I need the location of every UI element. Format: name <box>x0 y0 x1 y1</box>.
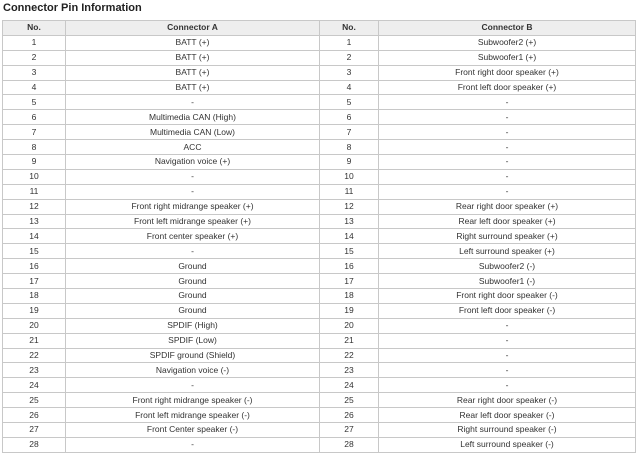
header-row <box>3 21 636 36</box>
pin-function-b: Subwoofer1 (-) <box>379 274 636 289</box>
pin-number-b: 22 <box>320 348 379 363</box>
pin-number-a: 18 <box>3 289 66 304</box>
pin-function-a: Ground <box>66 259 320 274</box>
pin-number-b: 1 <box>320 35 379 50</box>
table-row <box>3 333 636 348</box>
pin-function-b: - <box>379 333 636 348</box>
pin-number-b: 7 <box>320 125 379 140</box>
header-no-b: No. <box>320 21 379 36</box>
pin-number-b: 8 <box>320 140 379 155</box>
pin-number-a: 2 <box>3 50 66 65</box>
header-connector-a: Connector A <box>66 21 320 36</box>
header-connector-b: Connector B <box>379 21 636 36</box>
pin-function-b: Front right door speaker (-) <box>379 289 636 304</box>
pin-function-b: - <box>379 95 636 110</box>
pin-function-a: Front center speaker (+) <box>66 229 320 244</box>
table-row <box>3 65 636 80</box>
pin-function-a: SPDIF (Low) <box>66 333 320 348</box>
pin-function-a: Multimedia CAN (Low) <box>66 125 320 140</box>
table-row <box>3 318 636 333</box>
pin-function-b: Rear right door speaker (-) <box>379 393 636 408</box>
pin-function-b: Front left door speaker (+) <box>379 80 636 95</box>
pin-function-a: - <box>66 169 320 184</box>
pin-function-a: Front Center speaker (-) <box>66 423 320 438</box>
pin-number-b: 28 <box>320 437 379 452</box>
pin-function-a: Front left midrange speaker (-) <box>66 408 320 423</box>
pin-function-b: - <box>379 140 636 155</box>
pin-number-b: 15 <box>320 244 379 259</box>
pin-function-a: Ground <box>66 289 320 304</box>
pin-function-a: SPDIF (High) <box>66 318 320 333</box>
table-row <box>3 378 636 393</box>
table-row <box>3 348 636 363</box>
page-title: Connector Pin Information <box>3 2 142 14</box>
pin-number-b: 24 <box>320 378 379 393</box>
pin-function-a: BATT (+) <box>66 80 320 95</box>
pin-number-a: 26 <box>3 408 66 423</box>
pin-number-a: 19 <box>3 303 66 318</box>
pin-function-a: Navigation voice (-) <box>66 363 320 378</box>
pin-number-a: 28 <box>3 437 66 452</box>
table-row <box>3 214 636 229</box>
pin-function-a: Ground <box>66 274 320 289</box>
pin-number-b: 16 <box>320 259 379 274</box>
pin-number-b: 4 <box>320 80 379 95</box>
pin-function-a: ACC <box>66 140 320 155</box>
pin-number-a: 14 <box>3 229 66 244</box>
pin-function-a: Front right midrange speaker (-) <box>66 393 320 408</box>
pin-number-a: 8 <box>3 140 66 155</box>
pin-number-b: 26 <box>320 408 379 423</box>
pin-number-b: 12 <box>320 199 379 214</box>
table-row <box>3 95 636 110</box>
table-row <box>3 140 636 155</box>
pin-number-a: 7 <box>3 125 66 140</box>
pin-function-b: Right surround speaker (+) <box>379 229 636 244</box>
pin-function-b: - <box>379 155 636 170</box>
pin-number-a: 24 <box>3 378 66 393</box>
pin-number-b: 19 <box>320 303 379 318</box>
pin-function-a: Multimedia CAN (High) <box>66 110 320 125</box>
pin-number-a: 20 <box>3 318 66 333</box>
connector-pin-table <box>2 20 636 453</box>
pin-function-a: Front left midrange speaker (+) <box>66 214 320 229</box>
table-row <box>3 50 636 65</box>
pin-function-b: Front right door speaker (+) <box>379 65 636 80</box>
pin-number-a: 15 <box>3 244 66 259</box>
pin-function-b: - <box>379 169 636 184</box>
pin-function-a: SPDIF ground (Shield) <box>66 348 320 363</box>
table-row <box>3 408 636 423</box>
pin-number-a: 16 <box>3 259 66 274</box>
pin-number-b: 23 <box>320 363 379 378</box>
table-row <box>3 35 636 50</box>
pin-function-a: BATT (+) <box>66 50 320 65</box>
pin-number-a: 10 <box>3 169 66 184</box>
pin-function-a: Ground <box>66 303 320 318</box>
pin-function-a: Front right midrange speaker (+) <box>66 199 320 214</box>
pin-number-a: 22 <box>3 348 66 363</box>
pin-function-a: - <box>66 95 320 110</box>
table-row <box>3 437 636 452</box>
pin-number-a: 17 <box>3 274 66 289</box>
table-row <box>3 393 636 408</box>
pin-number-b: 27 <box>320 423 379 438</box>
pin-function-a: BATT (+) <box>66 35 320 50</box>
pin-number-b: 6 <box>320 110 379 125</box>
table-row <box>3 363 636 378</box>
pin-number-b: 13 <box>320 214 379 229</box>
pin-number-b: 5 <box>320 95 379 110</box>
pin-number-a: 23 <box>3 363 66 378</box>
pin-number-a: 21 <box>3 333 66 348</box>
table-row <box>3 274 636 289</box>
pin-function-a: - <box>66 437 320 452</box>
pin-number-b: 3 <box>320 65 379 80</box>
pin-function-b: Front left door speaker (-) <box>379 303 636 318</box>
table-row <box>3 169 636 184</box>
pin-number-a: 9 <box>3 155 66 170</box>
pin-function-a: Navigation voice (+) <box>66 155 320 170</box>
pin-function-a: - <box>66 184 320 199</box>
pin-number-a: 4 <box>3 80 66 95</box>
pin-function-a: - <box>66 244 320 259</box>
pin-function-b: - <box>379 378 636 393</box>
table-header <box>3 21 636 36</box>
table-row <box>3 125 636 140</box>
table-row <box>3 80 636 95</box>
pin-number-b: 10 <box>320 169 379 184</box>
table-row <box>3 303 636 318</box>
table-row <box>3 289 636 304</box>
pin-number-a: 25 <box>3 393 66 408</box>
pin-number-b: 18 <box>320 289 379 304</box>
pin-number-b: 9 <box>320 155 379 170</box>
pin-number-a: 12 <box>3 199 66 214</box>
pin-function-b: Subwoofer2 (+) <box>379 35 636 50</box>
pin-number-a: 5 <box>3 95 66 110</box>
pin-number-b: 20 <box>320 318 379 333</box>
pin-function-b: Subwoofer2 (-) <box>379 259 636 274</box>
table-row <box>3 259 636 274</box>
pin-function-b: Rear right door speaker (+) <box>379 199 636 214</box>
pin-function-b: Left surround speaker (-) <box>379 437 636 452</box>
pin-number-b: 11 <box>320 184 379 199</box>
pin-function-b: Rear left door speaker (-) <box>379 408 636 423</box>
pin-number-a: 3 <box>3 65 66 80</box>
table-row <box>3 199 636 214</box>
pin-function-b: - <box>379 184 636 199</box>
pin-number-b: 2 <box>320 50 379 65</box>
pin-function-b: Rear left door speaker (+) <box>379 214 636 229</box>
pin-number-a: 6 <box>3 110 66 125</box>
table-row <box>3 110 636 125</box>
pin-number-a: 1 <box>3 35 66 50</box>
pin-function-b: Subwoofer1 (+) <box>379 50 636 65</box>
pin-function-b: - <box>379 110 636 125</box>
pin-number-a: 11 <box>3 184 66 199</box>
table-row <box>3 423 636 438</box>
table-row <box>3 155 636 170</box>
pin-number-a: 27 <box>3 423 66 438</box>
pin-number-a: 13 <box>3 214 66 229</box>
table-row <box>3 229 636 244</box>
table-row <box>3 244 636 259</box>
pin-function-b: - <box>379 318 636 333</box>
pin-number-b: 25 <box>320 393 379 408</box>
pin-function-b: - <box>379 125 636 140</box>
pin-function-a: BATT (+) <box>66 65 320 80</box>
pin-function-b: - <box>379 348 636 363</box>
pin-function-b: - <box>379 363 636 378</box>
pin-function-b: Right surround speaker (-) <box>379 423 636 438</box>
table-body <box>3 35 636 452</box>
pin-number-b: 14 <box>320 229 379 244</box>
table-row <box>3 184 636 199</box>
pin-number-b: 17 <box>320 274 379 289</box>
header-no-a: No. <box>3 21 66 36</box>
pin-number-b: 21 <box>320 333 379 348</box>
pin-function-b: Left surround speaker (+) <box>379 244 636 259</box>
pin-function-a: - <box>66 378 320 393</box>
